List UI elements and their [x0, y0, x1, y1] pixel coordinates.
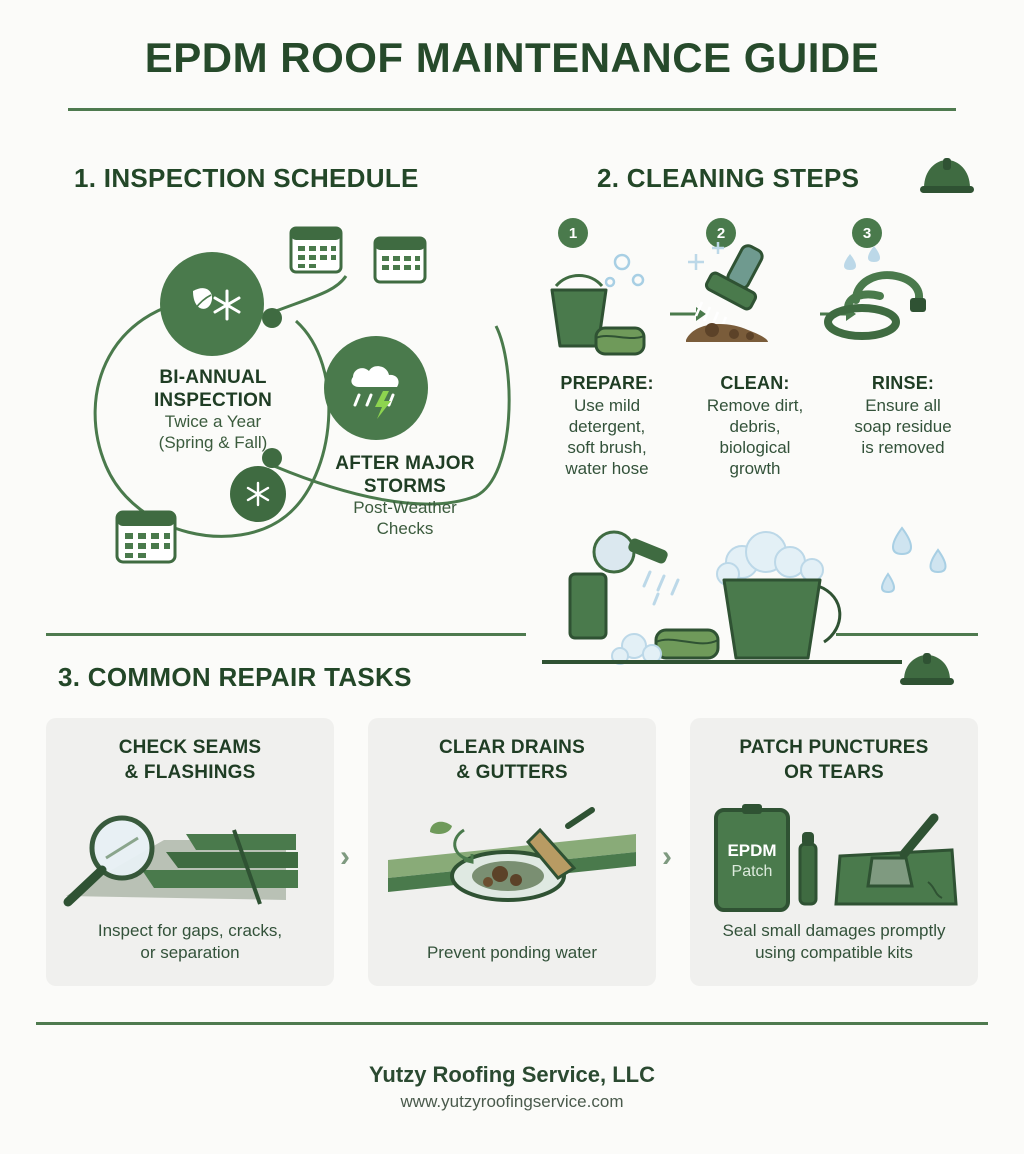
- bi-annual-note-line2: (Spring & Fall): [158, 433, 268, 453]
- step-caption-2: [690, 372, 820, 480]
- repair-card-title-2-line1: CLEAR DRAINS: [439, 737, 585, 758]
- repair-card-title-2-line2: & GUTTERS: [456, 761, 568, 783]
- step-label-3: RINSE:: [871, 373, 935, 393]
- section-heading-cleaning: 2. CLEANING STEPS: [597, 163, 860, 193]
- repair-card-desc-1-line2: or separation: [140, 942, 240, 962]
- leaf-snowflake-icon: [160, 252, 264, 356]
- magnifier-seam-icon: [46, 804, 334, 916]
- repair-card-title-1-line1: CHECK SEAMS: [118, 737, 262, 758]
- calendar-icon: [372, 232, 428, 286]
- repair-card-desc-3: [690, 920, 978, 964]
- chevron-right-icon: ›: [662, 840, 672, 873]
- step-desc-2-line3: biological: [719, 438, 791, 457]
- repair-card-drains[interactable]: [368, 718, 656, 986]
- after-storms-note-line2: Checks: [376, 519, 434, 539]
- step-desc-1-line2: detergent,: [568, 416, 646, 436]
- step-number-badge-1: 1: [558, 218, 588, 248]
- repair-card-desc-1-line1: Inspect for gaps, cracks,: [97, 920, 283, 940]
- calendar-icon: [288, 222, 344, 276]
- scrub-brush-icon: [672, 236, 812, 366]
- step-caption-3: [838, 372, 968, 458]
- step-desc-3-line2: soap residue: [854, 416, 952, 436]
- after-storms-title-line1: AFTER MAJOR: [335, 453, 475, 474]
- step-desc-2-line1: Remove dirt,: [706, 395, 804, 415]
- hard-hat-icon: [918, 152, 976, 198]
- patch-kit-icon: [690, 804, 978, 916]
- step-desc-1-line4: water hose: [565, 459, 649, 479]
- svg-text:EPDM: EPDM: [727, 841, 777, 860]
- section-heading-repair: 3. COMMON REPAIR TASKS: [58, 662, 412, 692]
- bucket-sponge-icon: [534, 242, 664, 372]
- repair-card-title-1: [46, 736, 334, 785]
- step-label-1: PREPARE:: [560, 373, 654, 393]
- step-caption-1: [542, 372, 672, 480]
- step-number-badge-3: 3: [852, 218, 882, 248]
- step-label-2: CLEAN:: [720, 373, 790, 393]
- step-desc-1-line3: soft brush,: [567, 438, 647, 457]
- repair-card-patch[interactable]: [690, 718, 978, 986]
- footer-website[interactable]: www.yutzyroofingservice.com: [400, 1092, 624, 1111]
- step-desc-1-line1: Use mild: [573, 395, 641, 415]
- repair-card-desc-3-line2: using compatible kits: [755, 942, 913, 962]
- repair-card-title-3-line2: OR TEARS: [784, 761, 884, 783]
- repair-card-desc-2: [368, 942, 656, 964]
- repair-card-title-3-line1: PATCH PUNCTURES: [739, 737, 929, 758]
- chevron-right-icon: ›: [340, 840, 350, 873]
- step-desc-2-line2: debris,: [729, 416, 781, 436]
- calendar-icon: [114, 506, 178, 566]
- after-storms-note-line1: Post-Weather: [353, 498, 457, 518]
- repair-card-title-1-line2: & FLASHINGS: [124, 761, 256, 783]
- repair-card-title-2: [368, 736, 656, 785]
- page-title: EPDM ROOF MAINTENANCE GUIDE: [144, 34, 880, 81]
- repair-card-desc-1: [46, 920, 334, 964]
- drain-debris-icon: [368, 804, 656, 916]
- svg-text:Patch: Patch: [731, 863, 773, 880]
- snowflake-icon: [230, 466, 286, 522]
- step-desc-2-line4: growth: [729, 459, 781, 479]
- hard-hat-icon: [898, 648, 956, 690]
- inspection-schedule-group: [46, 196, 546, 616]
- repair-card-seams[interactable]: [46, 718, 334, 986]
- repair-card-title-3: [690, 736, 978, 785]
- step-desc-3-line1: Ensure all: [865, 395, 941, 415]
- step-number-badge-2: 2: [706, 218, 736, 248]
- title-divider: [68, 108, 956, 111]
- footer-company: Yutzy Roofing Service, LLC: [368, 1062, 656, 1087]
- storm-cloud-icon: [324, 336, 428, 440]
- repair-card-desc-2-line1: Prevent ponding water: [426, 942, 598, 962]
- repair-card-desc-3-line1: Seal small damages promptly: [722, 920, 946, 940]
- bi-annual-inspection-label: [122, 366, 304, 454]
- section-divider-right: [836, 633, 978, 636]
- step-desc-3-line3: is removed: [861, 438, 945, 457]
- hose-icon: [824, 236, 954, 366]
- after-storms-title-line2: STORMS: [363, 476, 447, 498]
- bi-annual-title-line2: INSPECTION: [153, 390, 273, 412]
- bi-annual-note-line1: Twice a Year: [164, 412, 262, 432]
- after-storms-label: [290, 452, 520, 540]
- section-heading-inspection: 1. INSPECTION SCHEDULE: [74, 163, 419, 193]
- section-divider-left: [46, 633, 526, 636]
- footer-divider: [36, 1022, 988, 1025]
- bi-annual-title-line1: BI-ANNUAL: [159, 367, 267, 388]
